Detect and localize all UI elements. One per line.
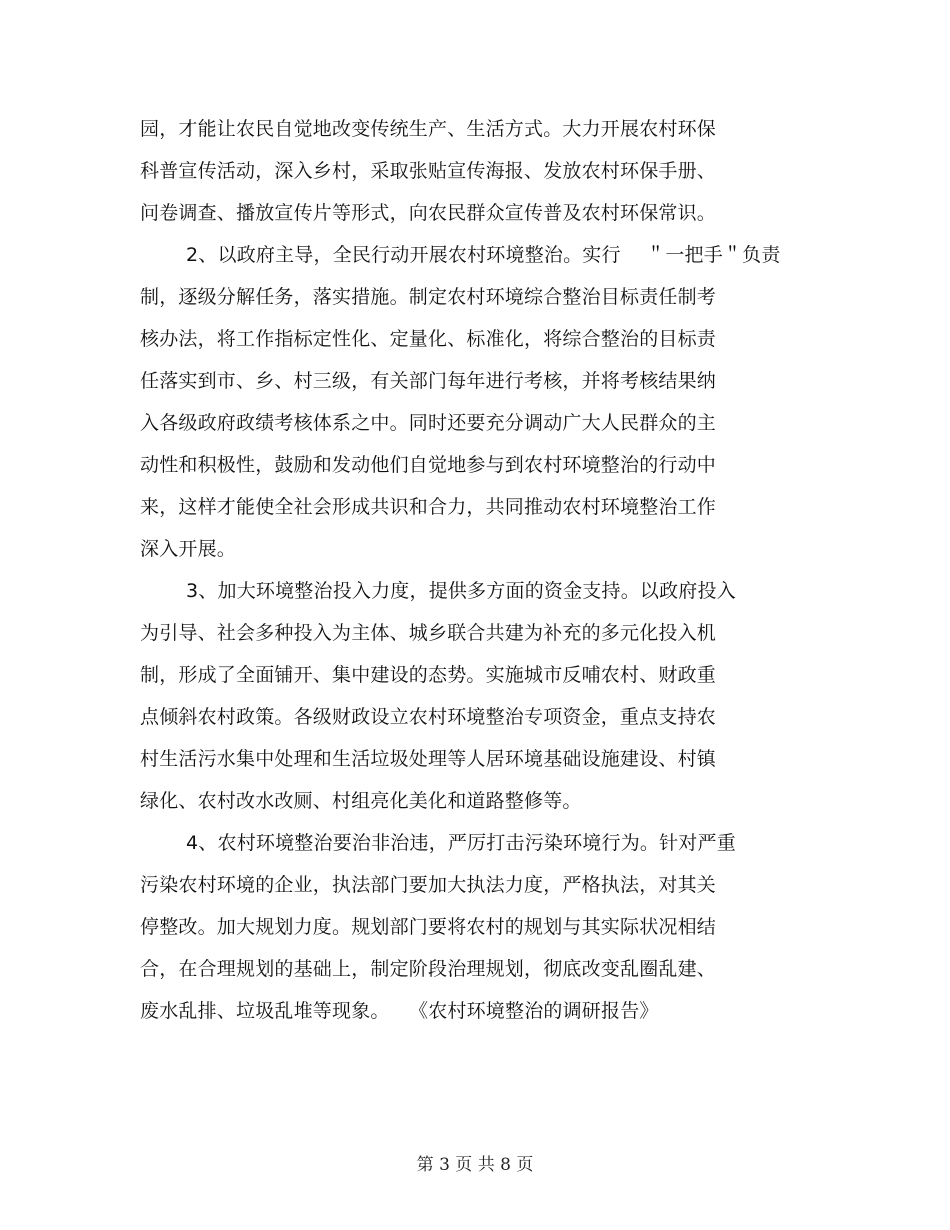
text-line: 深入开展。 <box>140 538 237 560</box>
text-line: 科普宣传活动，深入乡村，采取张贴宣传海报、发放农村环保手册、 <box>140 160 717 182</box>
paragraph-2-first-line: 2、以政府主导，全民行动开展农村环境整治。实行 ＂一把手＂负责 <box>186 244 781 266</box>
paragraph-4-first-line: 4、农村环境整治要治非治违，严厉打击污染环境行为。针对严重 <box>186 832 736 854</box>
text-line: 入各级政府政绩考核体系之中。同时还要充分调动广大人民群众的主 <box>140 412 717 434</box>
text-line: 村生活污水集中处理和生活垃圾处理等人居环境基础设施建设、村镇 <box>140 748 717 770</box>
text-line: 任落实到市、乡、村三级，有关部门每年进行考核，并将考核结果纳 <box>140 370 717 392</box>
text-line: 停整改。加大规划力度。规划部门要将农村的规划与其实际状况相结 <box>140 916 717 938</box>
page-number-footer: 第 3 页 共 8 页 <box>416 1155 534 1175</box>
text-line: 合，在合理规划的基础上，制定阶段治理规划，彻底改变乱圈乱建、 <box>140 958 717 980</box>
text-line: 动性和积极性，鼓励和发动他们自觉地参与到农村环境整治的行动中 <box>140 454 717 476</box>
text-line: 污染农村环境的企业，执法部门要加大执法力度，严格执法，对其关 <box>140 874 717 896</box>
text-line: 来，这样才能使全社会形成共识和合力，共同推动农村环境整治工作 <box>140 496 717 518</box>
text-line: 点倾斜农村政策。各级财政设立农村环境整治专项资金，重点支持农 <box>140 706 717 728</box>
text-line: 绿化、农村改水改厕、村组亮化美化和道路整修等。 <box>140 790 582 812</box>
text-line: 制，形成了全面铺开、集中建设的态势。实施城市反哺农村、财政重 <box>140 664 717 686</box>
text-line: 核办法，将工作指标定性化、定量化、标准化，将综合整治的目标责 <box>140 328 717 350</box>
text-line: 废水乱排、垃圾乱堆等现象。 《农村环境整治的调研报告》 <box>140 1000 659 1022</box>
text-line: 问卷调查、播放宣传片等形式，向农民群众宣传普及农村环保常识。 <box>140 202 717 224</box>
text-line: 制，逐级分解任务，落实措施。制定农村环境综合整治目标责任制考 <box>140 286 717 308</box>
text-line: 园，才能让农民自觉地改变传统生产、生活方式。大力开展农村环保 <box>140 118 717 140</box>
text-line: 为引导、社会多种投入为主体、城乡联合共建为补充的多元化投入机 <box>140 622 717 644</box>
paragraph-3-first-line: 3、加大环境整治投入力度，提供多方面的资金支持。以政府投入 <box>186 580 736 602</box>
